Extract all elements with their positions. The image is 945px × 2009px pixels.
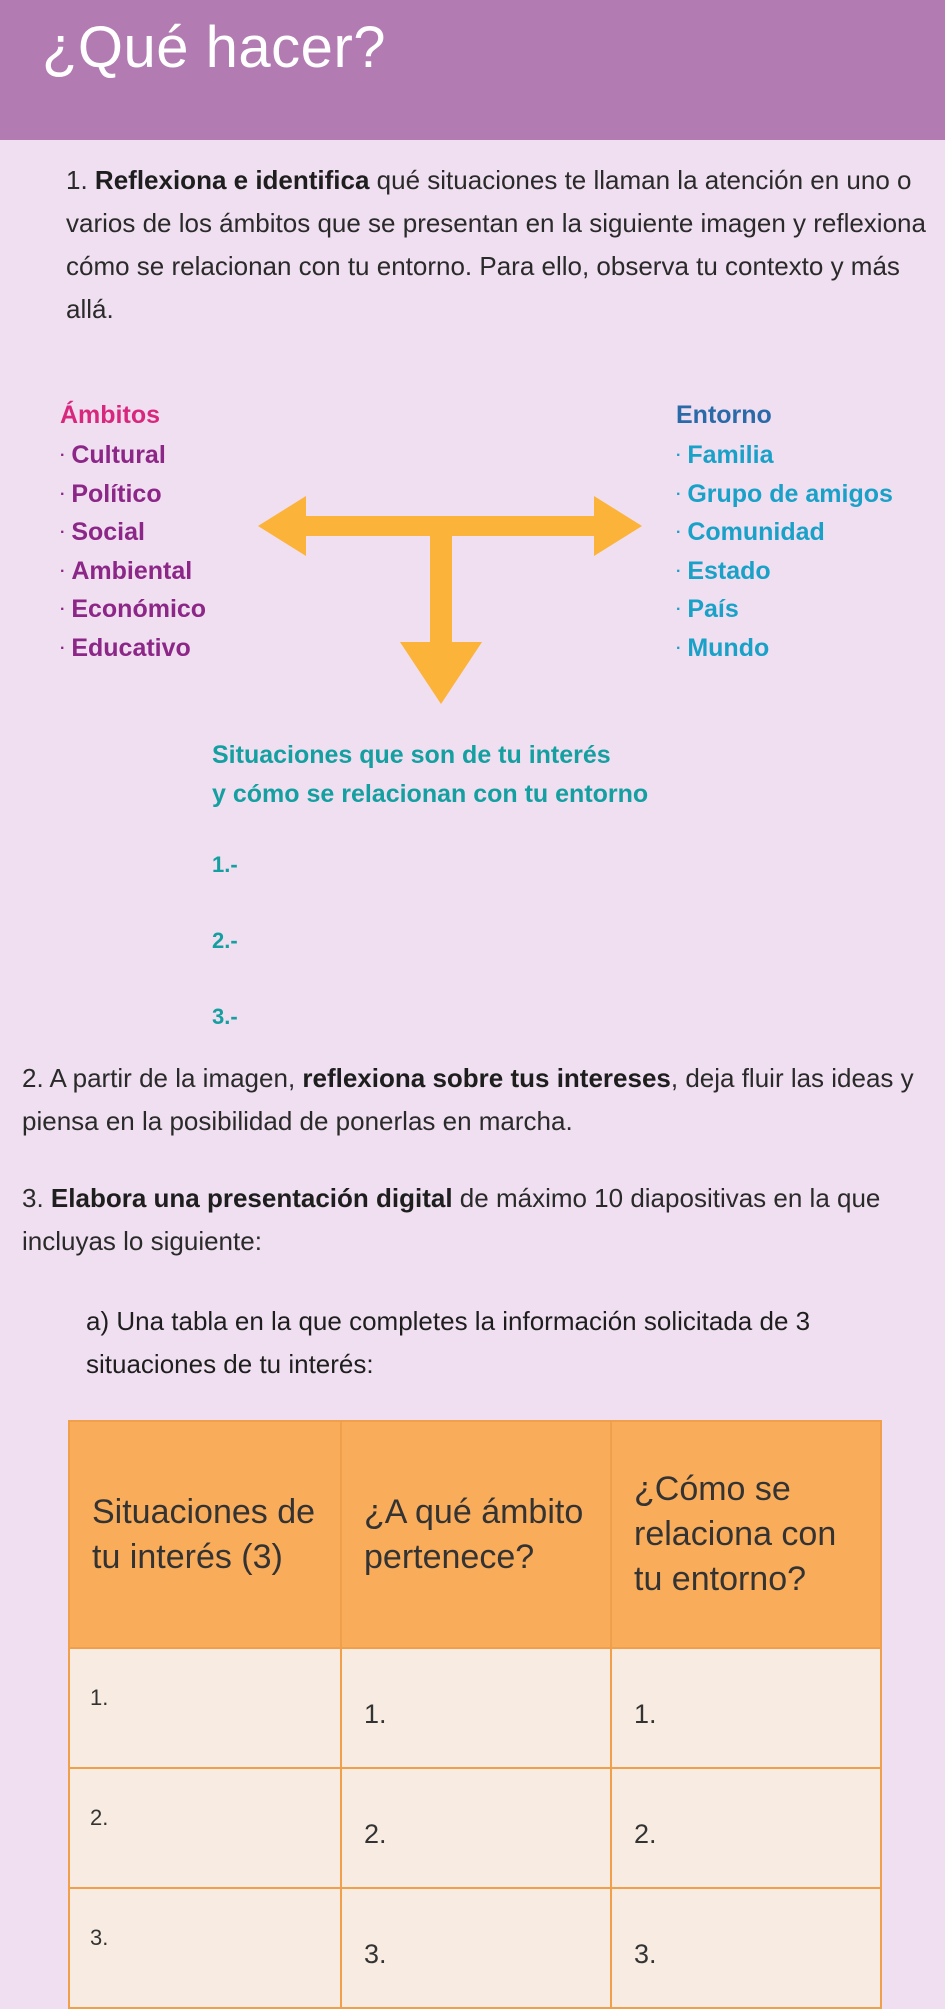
header-ambito: ¿A qué ámbito pertenece? [341, 1421, 611, 1648]
ambitos-list [60, 436, 206, 667]
situacion-number-3: 3.- [212, 1004, 238, 1029]
table-cell[interactable]: 2. [69, 1768, 341, 1888]
step-1-bold: Reflexiona e identifica [94, 165, 370, 195]
entorno-item: · País [676, 595, 739, 623]
step-2-pre: 2. A partir de la imagen, [22, 1063, 303, 1093]
t-arrow-diagram [250, 490, 650, 710]
entorno-item: · Grupo de amigos [676, 479, 893, 508]
table-cell[interactable]: 3. [69, 1888, 341, 2008]
situaciones-line-2: y cómo se relacionan con tu entorno [212, 780, 649, 808]
table-cell[interactable]: 3. [341, 1888, 611, 2008]
page-title: ¿Qué hacer? [42, 15, 387, 80]
ambito-item: · Económico [60, 595, 207, 623]
step-2-bold: reflexiona sobre tus intereses [302, 1063, 671, 1093]
table-row [69, 1888, 881, 2008]
table-cell[interactable]: 3. [611, 1888, 881, 2008]
ambito-item: · Social [60, 518, 145, 546]
table-cell[interactable]: 1. [69, 1648, 341, 1768]
interests-table [68, 1420, 882, 2009]
entorno-title: Entorno [676, 401, 772, 429]
step-3a-text: a) Una tabla en la que completes la información solicitada de 3 situaciones de tu interés: [86, 1306, 811, 1379]
entorno-item: · Estado [676, 556, 771, 585]
step-2-post: , deja fluir las ideas y piensa en la posibilidad de ponerlas en marcha. [22, 1063, 914, 1136]
step-3-bold: Elabora una presentación digital [50, 1183, 453, 1213]
header-entorno: ¿Cómo se relaciona con tu entorno? [611, 1421, 881, 1648]
ambito-item: · Educativo [60, 633, 191, 662]
step-1-number: 1. [66, 165, 95, 195]
step-3-post: de máximo 10 diapositivas en la que incluyas lo siguiente: [22, 1183, 881, 1256]
entorno-item: · Familia [676, 441, 774, 469]
situacion-number-1: 1.- [212, 852, 238, 877]
entorno-item: · Comunidad [676, 518, 825, 546]
ambito-item: · Cultural [60, 441, 166, 469]
table-row [69, 1768, 881, 1888]
step-2-text [22, 1057, 932, 1143]
situaciones-title [212, 736, 648, 814]
step-1-text [66, 159, 926, 331]
table-cell[interactable]: 1. [341, 1648, 611, 1768]
situacion-number-2: 2.- [212, 928, 238, 953]
entorno-list [676, 436, 893, 667]
table-header-row [69, 1421, 881, 1648]
entorno-item: · Mundo [676, 633, 770, 662]
t-arrow-icon [258, 496, 642, 704]
step-3-text [22, 1177, 932, 1263]
table-row [69, 1648, 881, 1768]
situaciones-line-1: Situaciones que son de tu interés [212, 741, 611, 769]
header-banner [0, 0, 945, 140]
header-situaciones: Situaciones de tu interés (3) [69, 1421, 341, 1648]
ambitos-title: Ámbitos [60, 401, 160, 429]
ambito-item: · Político [60, 479, 162, 508]
step-1-rest: qué situaciones te llaman la atención en uno o varios de los ámbitos que se presentan en la siguiente imagen y reflexiona cómo se relacionan con tu entorno. Para ello, observa tu contexto y más allá. [66, 165, 926, 324]
step-3-number: 3. [22, 1183, 51, 1213]
table-cell[interactable]: 2. [611, 1768, 881, 1888]
table-cell[interactable]: 1. [611, 1648, 881, 1768]
table-cell[interactable]: 2. [341, 1768, 611, 1888]
ambito-item: · Ambiental [60, 556, 193, 585]
